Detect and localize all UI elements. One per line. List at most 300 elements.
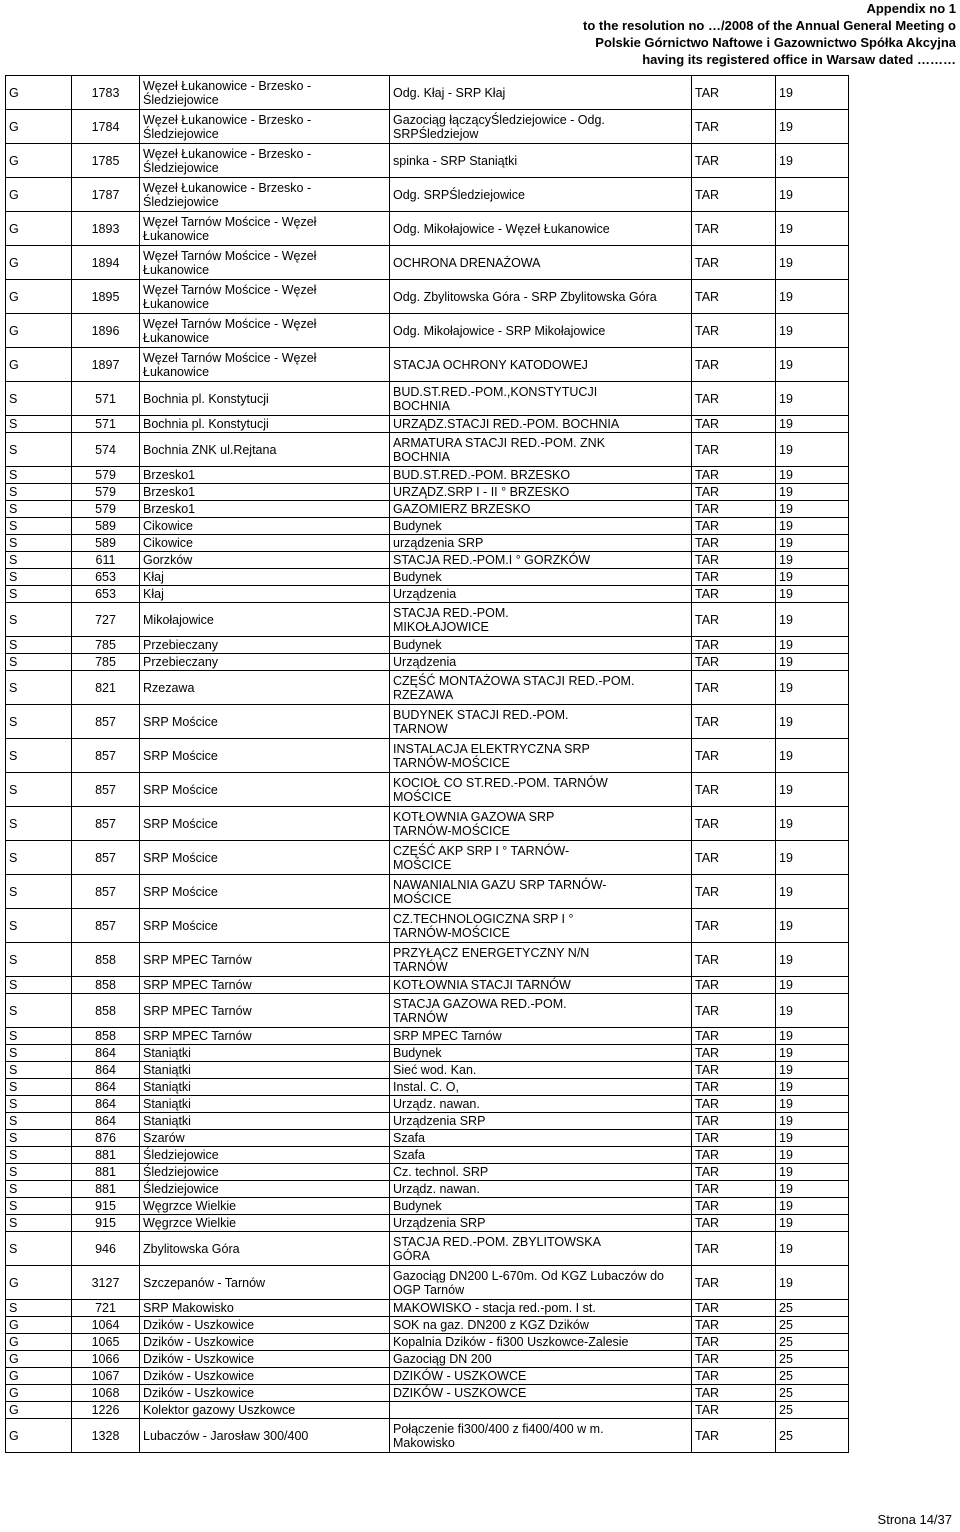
cell-type: G: [6, 1334, 72, 1351]
cell-number: 1895: [72, 280, 140, 314]
cell-location: Węzeł Tarnów Mościce - Węzeł Łukanowice: [140, 280, 390, 314]
cell-tariff: TAR: [692, 1164, 776, 1181]
cell-tariff: TAR: [692, 1028, 776, 1045]
cell-type: S: [6, 1147, 72, 1164]
cell-description: Kopalnia Dzików - fi300 Uszkowce-Zalesie: [390, 1334, 692, 1351]
cell-type: S: [6, 518, 72, 535]
cell-type: S: [6, 943, 72, 977]
cell-rate: 19: [776, 212, 849, 246]
cell-tariff: TAR: [692, 1351, 776, 1368]
cell-location: Węzeł Tarnów Mościce - Węzeł Łukanowice: [140, 212, 390, 246]
header-resolution: to the resolution no …/2008 of the Annual General Meeting o: [583, 18, 956, 33]
cell-description: GAZOMIERZ BRZESKO: [390, 501, 692, 518]
cell-rate: 19: [776, 875, 849, 909]
cell-type: S: [6, 433, 72, 467]
cell-description: Gazociąg DN200 L-670m. Od KGZ Lubaczów do OGP Tarnów: [390, 1266, 692, 1300]
cell-number: 946: [72, 1232, 140, 1266]
cell-tariff: TAR: [692, 1198, 776, 1215]
cell-rate: 19: [776, 1113, 849, 1130]
cell-description: Budynek: [390, 518, 692, 535]
table-row: [6, 1419, 849, 1453]
cell-type: S: [6, 977, 72, 994]
cell-rate: 19: [776, 433, 849, 467]
table-row: [6, 1164, 849, 1181]
cell-rate: 19: [776, 1096, 849, 1113]
cell-tariff: TAR: [692, 773, 776, 807]
cell-number: 1066: [72, 1351, 140, 1368]
table-row: [6, 76, 849, 110]
cell-description: SOK na gaz. DN200 z KGZ Dzików: [390, 1317, 692, 1334]
cell-number: 858: [72, 1028, 140, 1045]
cell-type: G: [6, 1351, 72, 1368]
cell-location: Węzeł Tarnów Mościce - Węzeł Łukanowice: [140, 314, 390, 348]
cell-rate: 19: [776, 909, 849, 943]
cell-description: KOCIOŁ CO ST.RED.-POM. TARNÓW MOŚCICE: [390, 773, 692, 807]
cell-number: 1064: [72, 1317, 140, 1334]
cell-tariff: TAR: [692, 314, 776, 348]
cell-rate: 19: [776, 1198, 849, 1215]
cell-location: Brzesko1: [140, 501, 390, 518]
cell-tariff: TAR: [692, 212, 776, 246]
cell-number: 858: [72, 977, 140, 994]
cell-location: Śledziejowice: [140, 1181, 390, 1198]
cell-description: Odg. Zbylitowska Góra - SRP Zbylitowska Góra: [390, 280, 692, 314]
cell-type: S: [6, 1232, 72, 1266]
cell-location: Bochnia pl. Konstytucji: [140, 382, 390, 416]
header-appendix: Appendix no 1: [866, 1, 956, 16]
cell-rate: 19: [776, 467, 849, 484]
cell-location: SRP Mościce: [140, 807, 390, 841]
cell-type: S: [6, 1045, 72, 1062]
table-row: [6, 144, 849, 178]
cell-tariff: TAR: [692, 1062, 776, 1079]
table-row: [6, 1368, 849, 1385]
cell-location: Bochnia ZNK ul.Rejtana: [140, 433, 390, 467]
cell-rate: 19: [776, 1045, 849, 1062]
cell-location: Cikowice: [140, 518, 390, 535]
cell-rate: 19: [776, 382, 849, 416]
cell-tariff: TAR: [692, 1232, 776, 1266]
cell-tariff: TAR: [692, 603, 776, 637]
cell-tariff: TAR: [692, 178, 776, 212]
cell-description: Sieć wod. Kan.: [390, 1062, 692, 1079]
cell-description: Urządzenia: [390, 586, 692, 603]
cell-type: S: [6, 705, 72, 739]
cell-location: Gorzków: [140, 552, 390, 569]
table-row: [6, 739, 849, 773]
cell-description: INSTALACJA ELEKTRYCZNA SRP TARNÓW-MOŚCICE: [390, 739, 692, 773]
cell-type: S: [6, 1113, 72, 1130]
table-row: [6, 467, 849, 484]
cell-tariff: TAR: [692, 569, 776, 586]
cell-tariff: TAR: [692, 909, 776, 943]
cell-tariff: TAR: [692, 1266, 776, 1300]
cell-location: Węzeł Łukanowice - Brzesko - Śledziejowice: [140, 110, 390, 144]
cell-location: Kolektor gazowy Uszkowce: [140, 1402, 390, 1419]
cell-tariff: TAR: [692, 1147, 776, 1164]
cell-number: 574: [72, 433, 140, 467]
table-row: [6, 586, 849, 603]
cell-location: Brzesko1: [140, 467, 390, 484]
cell-rate: 19: [776, 1130, 849, 1147]
cell-location: Kłaj: [140, 586, 390, 603]
cell-type: S: [6, 671, 72, 705]
table-row: [6, 1096, 849, 1113]
cell-number: 1065: [72, 1334, 140, 1351]
table-row: [6, 1181, 849, 1198]
table-row: [6, 654, 849, 671]
table-row: [6, 382, 849, 416]
cell-tariff: TAR: [692, 637, 776, 654]
table-row: [6, 603, 849, 637]
cell-location: Kłaj: [140, 569, 390, 586]
cell-type: S: [6, 535, 72, 552]
cell-rate: 19: [776, 841, 849, 875]
cell-location: Staniątki: [140, 1096, 390, 1113]
table-row: [6, 416, 849, 433]
table-row: [6, 671, 849, 705]
header-office: having its registered office in Warsaw dated ………: [642, 52, 956, 67]
cell-location: Szczepanów - Tarnów: [140, 1266, 390, 1300]
cell-type: S: [6, 875, 72, 909]
cell-description: Budynek: [390, 1045, 692, 1062]
cell-type: G: [6, 212, 72, 246]
table-row: [6, 705, 849, 739]
cell-type: S: [6, 1062, 72, 1079]
cell-type: S: [6, 416, 72, 433]
cell-number: 1785: [72, 144, 140, 178]
cell-location: SRP Mościce: [140, 773, 390, 807]
cell-number: 864: [72, 1045, 140, 1062]
cell-tariff: TAR: [692, 518, 776, 535]
cell-type: S: [6, 739, 72, 773]
cell-description: Urządz. nawan.: [390, 1096, 692, 1113]
cell-rate: 19: [776, 1266, 849, 1300]
cell-number: 857: [72, 909, 140, 943]
cell-description: Cz. technol. SRP: [390, 1164, 692, 1181]
cell-rate: 25: [776, 1419, 849, 1453]
cell-description: spinka - SRP Staniątki: [390, 144, 692, 178]
table-row: [6, 1045, 849, 1062]
cell-tariff: TAR: [692, 535, 776, 552]
cell-location: Węzeł Tarnów Mościce - Węzeł Łukanowice: [140, 246, 390, 280]
cell-location: SRP MPEC Tarnów: [140, 1028, 390, 1045]
cell-description: Połączenie fi300/400 z fi400/400 w m. Makowisko: [390, 1419, 692, 1453]
cell-description: urządzenia SRP: [390, 535, 692, 552]
cell-description: Urządz. nawan.: [390, 1181, 692, 1198]
cell-type: S: [6, 773, 72, 807]
cell-location: Węzeł Łukanowice - Brzesko - Śledziejowice: [140, 76, 390, 110]
cell-type: S: [6, 1198, 72, 1215]
cell-location: SRP Mościce: [140, 875, 390, 909]
cell-rate: 25: [776, 1351, 849, 1368]
cell-tariff: TAR: [692, 433, 776, 467]
cell-tariff: TAR: [692, 144, 776, 178]
cell-rate: 25: [776, 1402, 849, 1419]
cell-location: Dzików - Uszkowice: [140, 1385, 390, 1402]
cell-tariff: TAR: [692, 705, 776, 739]
cell-description: PRZYŁĄCZ ENERGETYCZNY N/N TARNÓW: [390, 943, 692, 977]
cell-number: 579: [72, 484, 140, 501]
cell-tariff: TAR: [692, 110, 776, 144]
table-row: [6, 773, 849, 807]
cell-location: Staniątki: [140, 1113, 390, 1130]
cell-type: S: [6, 841, 72, 875]
table-row: [6, 909, 849, 943]
cell-rate: 19: [776, 637, 849, 654]
table-row: [6, 1028, 849, 1045]
cell-number: 1067: [72, 1368, 140, 1385]
cell-description: STACJA RED.-POM. MIKOŁAJOWICE: [390, 603, 692, 637]
cell-tariff: TAR: [692, 246, 776, 280]
cell-type: G: [6, 1402, 72, 1419]
cell-location: Dzików - Uszkowice: [140, 1368, 390, 1385]
table-row: [6, 1215, 849, 1232]
cell-location: Staniątki: [140, 1062, 390, 1079]
cell-type: G: [6, 110, 72, 144]
cell-description: Urządzenia SRP: [390, 1215, 692, 1232]
table-row: [6, 110, 849, 144]
cell-type: S: [6, 382, 72, 416]
cell-location: SRP MPEC Tarnów: [140, 977, 390, 994]
cell-rate: 19: [776, 1147, 849, 1164]
cell-description: CZĘŚĆ AKP SRP I ° TARNÓW- MOŚCICE: [390, 841, 692, 875]
cell-description: Budynek: [390, 637, 692, 654]
cell-location: SRP Mościce: [140, 841, 390, 875]
cell-description: ARMATURA STACJI RED.-POM. ZNK BOCHNIA: [390, 433, 692, 467]
cell-tariff: TAR: [692, 994, 776, 1028]
cell-tariff: TAR: [692, 484, 776, 501]
cell-rate: 19: [776, 1062, 849, 1079]
cell-description: Gazociąg DN 200: [390, 1351, 692, 1368]
cell-tariff: TAR: [692, 739, 776, 773]
table-row: [6, 977, 849, 994]
cell-rate: 19: [776, 773, 849, 807]
cell-description: Urządzenia: [390, 654, 692, 671]
cell-number: 1226: [72, 1402, 140, 1419]
cell-location: SRP Makowisko: [140, 1300, 390, 1317]
cell-number: 1896: [72, 314, 140, 348]
header-company: Polskie Górnictwo Naftowe i Gazownictwo Spółka Akcyjna: [595, 35, 956, 50]
cell-rate: 19: [776, 178, 849, 212]
cell-type: S: [6, 1181, 72, 1198]
cell-tariff: TAR: [692, 1334, 776, 1351]
cell-type: G: [6, 1266, 72, 1300]
cell-number: 881: [72, 1164, 140, 1181]
cell-location: Mikołajowice: [140, 603, 390, 637]
cell-rate: 19: [776, 1028, 849, 1045]
cell-rate: 19: [776, 416, 849, 433]
cell-number: 1784: [72, 110, 140, 144]
table-row: [6, 484, 849, 501]
table-row: [6, 841, 849, 875]
cell-type: G: [6, 178, 72, 212]
cell-number: 915: [72, 1215, 140, 1232]
cell-description: CZ.TECHNOLOGICZNA SRP I ° TARNÓW-MOŚCICE: [390, 909, 692, 943]
cell-number: 785: [72, 637, 140, 654]
cell-tariff: TAR: [692, 875, 776, 909]
cell-number: 589: [72, 535, 140, 552]
cell-number: 864: [72, 1079, 140, 1096]
cell-type: G: [6, 144, 72, 178]
cell-rate: 19: [776, 977, 849, 994]
cell-tariff: TAR: [692, 977, 776, 994]
cell-number: 858: [72, 943, 140, 977]
cell-rate: 19: [776, 1215, 849, 1232]
cell-tariff: TAR: [692, 1368, 776, 1385]
cell-description: Urządzenia SRP: [390, 1113, 692, 1130]
cell-description: DZIKÓW - USZKOWCE: [390, 1368, 692, 1385]
cell-tariff: TAR: [692, 1096, 776, 1113]
cell-rate: 19: [776, 1079, 849, 1096]
cell-location: Staniątki: [140, 1079, 390, 1096]
cell-description: Odg. Kłaj - SRP Kłaj: [390, 76, 692, 110]
cell-tariff: TAR: [692, 1130, 776, 1147]
table-row: [6, 994, 849, 1028]
table-row: [6, 1130, 849, 1147]
cell-rate: 25: [776, 1334, 849, 1351]
table-row: [6, 1334, 849, 1351]
cell-number: 1894: [72, 246, 140, 280]
cell-number: 876: [72, 1130, 140, 1147]
cell-type: S: [6, 1130, 72, 1147]
cell-number: 611: [72, 552, 140, 569]
table-row: [6, 433, 849, 467]
table-row: [6, 280, 849, 314]
table-row: [6, 1317, 849, 1334]
cell-rate: 19: [776, 552, 849, 569]
cell-type: S: [6, 654, 72, 671]
cell-tariff: TAR: [692, 280, 776, 314]
cell-number: 857: [72, 705, 140, 739]
cell-location: Węzeł Tarnów Mościce - Węzeł Łukanowice: [140, 348, 390, 382]
table-row: [6, 348, 849, 382]
table-row: [6, 1402, 849, 1419]
cell-tariff: TAR: [692, 382, 776, 416]
cell-rate: 19: [776, 501, 849, 518]
cell-rate: 25: [776, 1368, 849, 1385]
cell-location: Dzików - Uszkowice: [140, 1317, 390, 1334]
cell-number: 653: [72, 586, 140, 603]
cell-type: S: [6, 1164, 72, 1181]
table-row: [6, 943, 849, 977]
cell-number: 857: [72, 875, 140, 909]
table-row: [6, 637, 849, 654]
cell-number: 653: [72, 569, 140, 586]
cell-location: SRP Mościce: [140, 909, 390, 943]
cell-tariff: TAR: [692, 467, 776, 484]
cell-type: S: [6, 807, 72, 841]
cell-type: S: [6, 501, 72, 518]
cell-number: 857: [72, 739, 140, 773]
cell-location: Przebieczany: [140, 654, 390, 671]
cell-rate: 19: [776, 671, 849, 705]
cell-number: 579: [72, 467, 140, 484]
cell-tariff: TAR: [692, 654, 776, 671]
cell-location: Szarów: [140, 1130, 390, 1147]
cell-number: 3127: [72, 1266, 140, 1300]
table-row: [6, 535, 849, 552]
cell-rate: 19: [776, 807, 849, 841]
cell-tariff: TAR: [692, 1300, 776, 1317]
cell-location: Zbylitowska Góra: [140, 1232, 390, 1266]
cell-type: S: [6, 909, 72, 943]
cell-tariff: TAR: [692, 348, 776, 382]
cell-tariff: TAR: [692, 501, 776, 518]
cell-rate: 19: [776, 1164, 849, 1181]
table-row: [6, 1062, 849, 1079]
cell-number: 857: [72, 841, 140, 875]
tariff-table-body: [6, 76, 849, 1453]
cell-number: 1893: [72, 212, 140, 246]
cell-location: SRP MPEC Tarnów: [140, 943, 390, 977]
cell-description: Budynek: [390, 569, 692, 586]
cell-description: BUD.ST.RED.-POM.,KONSTYTUCJI BOCHNIA: [390, 382, 692, 416]
cell-number: 785: [72, 654, 140, 671]
table-row: [6, 178, 849, 212]
cell-rate: 25: [776, 1385, 849, 1402]
cell-type: G: [6, 1419, 72, 1453]
cell-description: KOTŁOWNIA GAZOWA SRP TARNÓW-MOŚCICE: [390, 807, 692, 841]
cell-description: BUD.ST.RED.-POM. BRZESKO: [390, 467, 692, 484]
cell-tariff: TAR: [692, 1317, 776, 1334]
cell-tariff: TAR: [692, 1113, 776, 1130]
cell-tariff: TAR: [692, 1215, 776, 1232]
cell-type: S: [6, 1096, 72, 1113]
cell-tariff: TAR: [692, 1402, 776, 1419]
cell-rate: 19: [776, 518, 849, 535]
cell-location: Staniątki: [140, 1045, 390, 1062]
cell-type: S: [6, 1215, 72, 1232]
cell-rate: 19: [776, 144, 849, 178]
cell-location: Węzeł Łukanowice - Brzesko - Śledziejowice: [140, 144, 390, 178]
cell-rate: 19: [776, 705, 849, 739]
cell-type: G: [6, 246, 72, 280]
cell-number: 864: [72, 1113, 140, 1130]
cell-number: 589: [72, 518, 140, 535]
cell-location: Bochnia pl. Konstytucji: [140, 416, 390, 433]
cell-description: OCHRONA DRENAŻOWA: [390, 246, 692, 280]
cell-description: BUDYNEK STACJI RED.-POM. TARNOW: [390, 705, 692, 739]
cell-description: Gazociąg łączącyŚledziejowice - Odg. SRPŚledziejow: [390, 110, 692, 144]
cell-number: 721: [72, 1300, 140, 1317]
cell-location: Dzików - Uszkowice: [140, 1334, 390, 1351]
cell-tariff: TAR: [692, 1419, 776, 1453]
cell-rate: 19: [776, 280, 849, 314]
cell-rate: 19: [776, 110, 849, 144]
cell-rate: 19: [776, 1181, 849, 1198]
cell-description: Szafa: [390, 1147, 692, 1164]
cell-number: 881: [72, 1147, 140, 1164]
cell-type: S: [6, 484, 72, 501]
table-row: [6, 501, 849, 518]
cell-description: NAWANIALNIA GAZU SRP TARNÓW- MOŚCICE: [390, 875, 692, 909]
cell-number: 915: [72, 1198, 140, 1215]
cell-description: DZIKÓW - USZKOWCE: [390, 1385, 692, 1402]
cell-rate: 19: [776, 994, 849, 1028]
cell-tariff: TAR: [692, 552, 776, 569]
cell-tariff: TAR: [692, 1045, 776, 1062]
cell-number: 1783: [72, 76, 140, 110]
cell-rate: 19: [776, 739, 849, 773]
table-row: [6, 1232, 849, 1266]
cell-type: S: [6, 1079, 72, 1096]
page-number: Strona 14/37: [877, 1512, 952, 1527]
table-row: [6, 569, 849, 586]
cell-number: 864: [72, 1096, 140, 1113]
cell-rate: 25: [776, 1300, 849, 1317]
table-row: [6, 1266, 849, 1300]
